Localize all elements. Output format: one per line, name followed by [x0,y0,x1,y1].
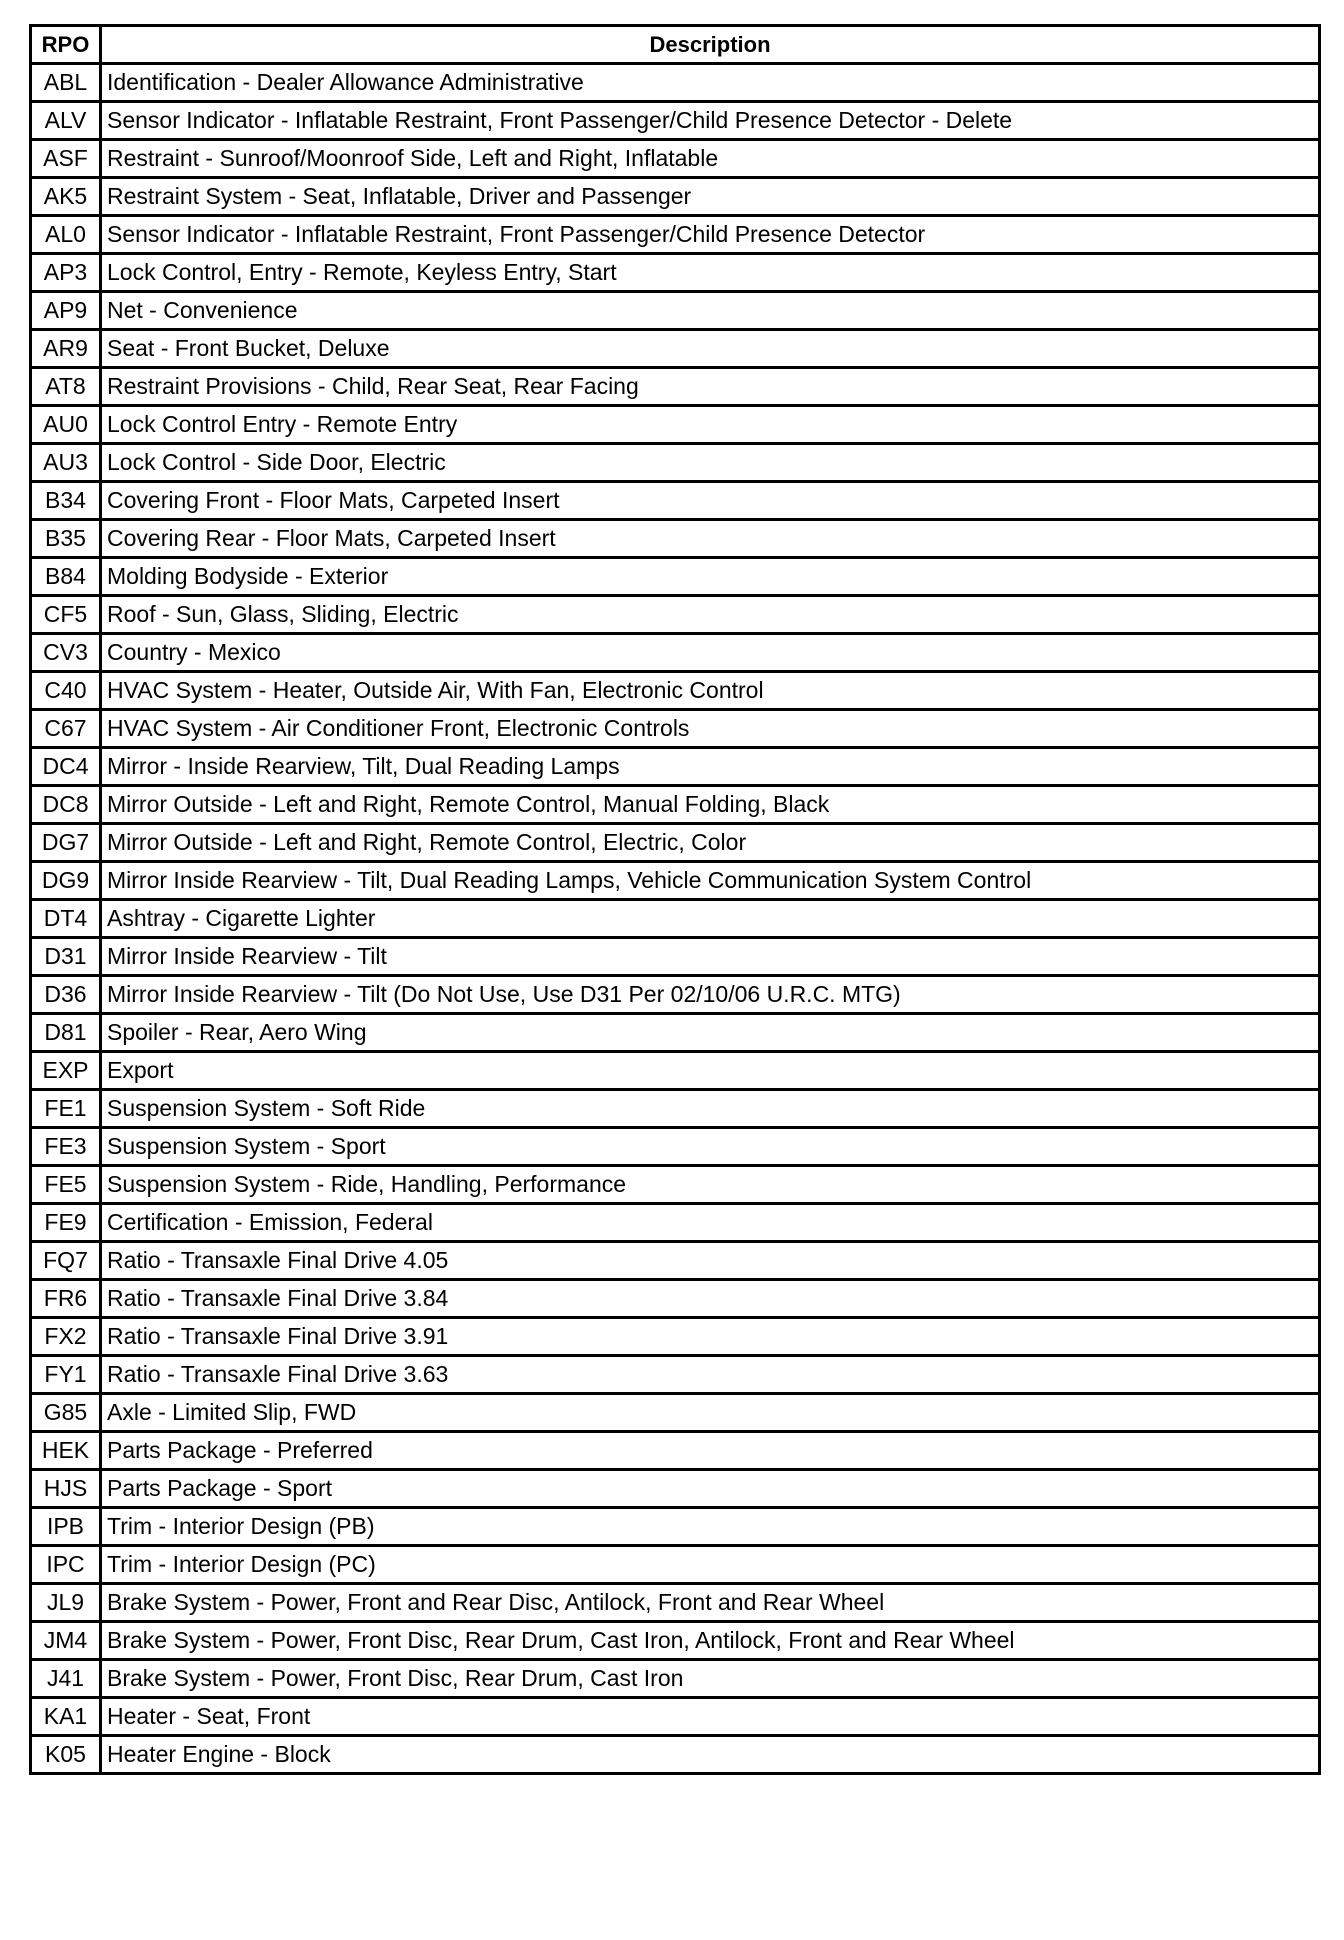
description-cell: Heater Engine - Block [101,1736,1320,1774]
rpo-code-cell: B34 [31,482,101,520]
table-row-ipb [31,1508,1320,1546]
rpo-code-cell: AT8 [31,368,101,406]
description-cell: Brake System - Power, Front Disc, Rear Drum, Cast Iron, Antilock, Front and Rear Wheel [101,1622,1320,1660]
description-cell: Sensor Indicator - Inflatable Restraint, Front Passenger/Child Presence Detector [101,216,1320,254]
description-cell: Trim - Interior Design (PB) [101,1508,1320,1546]
table-row-at8 [31,368,1320,406]
rpo-code-cell: ABL [31,64,101,102]
table-row-d81 [31,1014,1320,1052]
table-row-jm4 [31,1622,1320,1660]
rpo-code-cell: FQ7 [31,1242,101,1280]
table-row-fy1 [31,1356,1320,1394]
table-row-fe5 [31,1166,1320,1204]
rpo-code-cell: D31 [31,938,101,976]
description-cell: Lock Control - Side Door, Electric [101,444,1320,482]
rpo-code-cell: DC4 [31,748,101,786]
rpo-code-cell: KA1 [31,1698,101,1736]
description-cell: Brake System - Power, Front Disc, Rear Drum, Cast Iron [101,1660,1320,1698]
rpo-code-cell: DT4 [31,900,101,938]
table-row-fq7 [31,1242,1320,1280]
column-header-rpo: RPO [31,26,101,64]
rpo-code-cell: K05 [31,1736,101,1774]
description-cell: Suspension System - Soft Ride [101,1090,1320,1128]
description-cell: Restraint System - Seat, Inflatable, Driver and Passenger [101,178,1320,216]
rpo-code-cell: DG9 [31,862,101,900]
description-cell: Parts Package - Preferred [101,1432,1320,1470]
description-cell: Ratio - Transaxle Final Drive 4.05 [101,1242,1320,1280]
table-body [31,64,1320,1774]
table-row-hek [31,1432,1320,1470]
rpo-code-cell: FE1 [31,1090,101,1128]
rpo-code-cell: ALV [31,102,101,140]
description-cell: Lock Control Entry - Remote Entry [101,406,1320,444]
description-cell: Brake System - Power, Front and Rear Disc, Antilock, Front and Rear Wheel [101,1584,1320,1622]
description-cell: Ratio - Transaxle Final Drive 3.84 [101,1280,1320,1318]
table-row-al0 [31,216,1320,254]
rpo-code-cell: FE5 [31,1166,101,1204]
rpo-code-cell: AU0 [31,406,101,444]
table-row-c40 [31,672,1320,710]
table-row-b34 [31,482,1320,520]
description-cell: Mirror Inside Rearview - Tilt [101,938,1320,976]
description-cell: Mirror - Inside Rearview, Tilt, Dual Reading Lamps [101,748,1320,786]
rpo-code-cell: AU3 [31,444,101,482]
table-row-ka1 [31,1698,1320,1736]
table-row-k05 [31,1736,1320,1774]
description-cell: Export [101,1052,1320,1090]
description-cell: Sensor Indicator - Inflatable Restraint, Front Passenger/Child Presence Detector - Delete [101,102,1320,140]
rpo-code-cell: JM4 [31,1622,101,1660]
description-cell: Mirror Inside Rearview - Tilt, Dual Reading Lamps, Vehicle Communication System Control [101,862,1320,900]
rpo-code-cell: IPC [31,1546,101,1584]
table-row-ak5 [31,178,1320,216]
description-cell: Ratio - Transaxle Final Drive 3.63 [101,1356,1320,1394]
table-row-fe1 [31,1090,1320,1128]
table-row-b84 [31,558,1320,596]
description-cell: Axle - Limited Slip, FWD [101,1394,1320,1432]
description-cell: Spoiler - Rear, Aero Wing [101,1014,1320,1052]
table-row-g85 [31,1394,1320,1432]
rpo-code-cell: DG7 [31,824,101,862]
rpo-code-cell: G85 [31,1394,101,1432]
rpo-code-cell: C40 [31,672,101,710]
table-row-ar9 [31,330,1320,368]
table-row-au0 [31,406,1320,444]
rpo-code-cell: CF5 [31,596,101,634]
description-cell: Molding Bodyside - Exterior [101,558,1320,596]
description-cell: Trim - Interior Design (PC) [101,1546,1320,1584]
rpo-code-cell: D81 [31,1014,101,1052]
description-cell: Roof - Sun, Glass, Sliding, Electric [101,596,1320,634]
table-row-dg7 [31,824,1320,862]
table-row-ap3 [31,254,1320,292]
description-cell: Covering Rear - Floor Mats, Carpeted Insert [101,520,1320,558]
table-row-dt4 [31,900,1320,938]
table-row-jl9 [31,1584,1320,1622]
table-row-d31 [31,938,1320,976]
table-row-b35 [31,520,1320,558]
rpo-code-cell: IPB [31,1508,101,1546]
rpo-code-cell: AP3 [31,254,101,292]
table-row-d36 [31,976,1320,1014]
rpo-code-cell: AL0 [31,216,101,254]
table-row-hjs [31,1470,1320,1508]
description-cell: Certification - Emission, Federal [101,1204,1320,1242]
table-row-cv3 [31,634,1320,672]
rpo-code-cell: J41 [31,1660,101,1698]
header-row [31,26,1320,64]
description-cell: Suspension System - Ride, Handling, Performance [101,1166,1320,1204]
table-row-ipc [31,1546,1320,1584]
column-header-description: Description [101,26,1320,64]
table-row-dc8 [31,786,1320,824]
description-cell: Covering Front - Floor Mats, Carpeted Insert [101,482,1320,520]
rpo-code-cell: FX2 [31,1318,101,1356]
rpo-code-cell: B35 [31,520,101,558]
description-cell: Identification - Dealer Allowance Administrative [101,64,1320,102]
description-cell: Mirror Outside - Left and Right, Remote Control, Electric, Color [101,824,1320,862]
rpo-code-cell: D36 [31,976,101,1014]
description-cell: Mirror Outside - Left and Right, Remote Control, Manual Folding, Black [101,786,1320,824]
rpo-code-cell: EXP [31,1052,101,1090]
rpo-code-cell: FR6 [31,1280,101,1318]
table-row-asf [31,140,1320,178]
rpo-code-cell: AK5 [31,178,101,216]
rpo-code-cell: AR9 [31,330,101,368]
table-row-dg9 [31,862,1320,900]
description-cell: Net - Convenience [101,292,1320,330]
table-row-j41 [31,1660,1320,1698]
description-cell: HVAC System - Heater, Outside Air, With Fan, Electronic Control [101,672,1320,710]
description-cell: Ratio - Transaxle Final Drive 3.91 [101,1318,1320,1356]
rpo-code-cell: FE3 [31,1128,101,1166]
table-row-au3 [31,444,1320,482]
rpo-code-cell: JL9 [31,1584,101,1622]
rpo-code-cell: C67 [31,710,101,748]
description-cell: Mirror Inside Rearview - Tilt (Do Not Use, Use D31 Per 02/10/06 U.R.C. MTG) [101,976,1320,1014]
description-cell: Ashtray - Cigarette Lighter [101,900,1320,938]
rpo-code-cell: CV3 [31,634,101,672]
table-row-exp [31,1052,1320,1090]
description-cell: Restraint - Sunroof/Moonroof Side, Left and Right, Inflatable [101,140,1320,178]
table-row-dc4 [31,748,1320,786]
table-row-abl [31,64,1320,102]
table-row-fe3 [31,1128,1320,1166]
table-row-c67 [31,710,1320,748]
rpo-code-cell: DC8 [31,786,101,824]
description-cell: Country - Mexico [101,634,1320,672]
table-row-fr6 [31,1280,1320,1318]
table-row-fe9 [31,1204,1320,1242]
description-cell: HVAC System - Air Conditioner Front, Electronic Controls [101,710,1320,748]
table-row-cf5 [31,596,1320,634]
description-cell: Restraint Provisions - Child, Rear Seat, Rear Facing [101,368,1320,406]
rpo-code-cell: ASF [31,140,101,178]
rpo-code-cell: AP9 [31,292,101,330]
rpo-code-cell: FY1 [31,1356,101,1394]
rpo-code-cell: HEK [31,1432,101,1470]
rpo-code-cell: B84 [31,558,101,596]
table-row-alv [31,102,1320,140]
table-row-fx2 [31,1318,1320,1356]
description-cell: Seat - Front Bucket, Deluxe [101,330,1320,368]
table-row-ap9 [31,292,1320,330]
description-cell: Lock Control, Entry - Remote, Keyless Entry, Start [101,254,1320,292]
rpo-table [29,24,1321,1775]
description-cell: Heater - Seat, Front [101,1698,1320,1736]
rpo-code-cell: FE9 [31,1204,101,1242]
description-cell: Parts Package - Sport [101,1470,1320,1508]
rpo-code-cell: HJS [31,1470,101,1508]
description-cell: Suspension System - Sport [101,1128,1320,1166]
